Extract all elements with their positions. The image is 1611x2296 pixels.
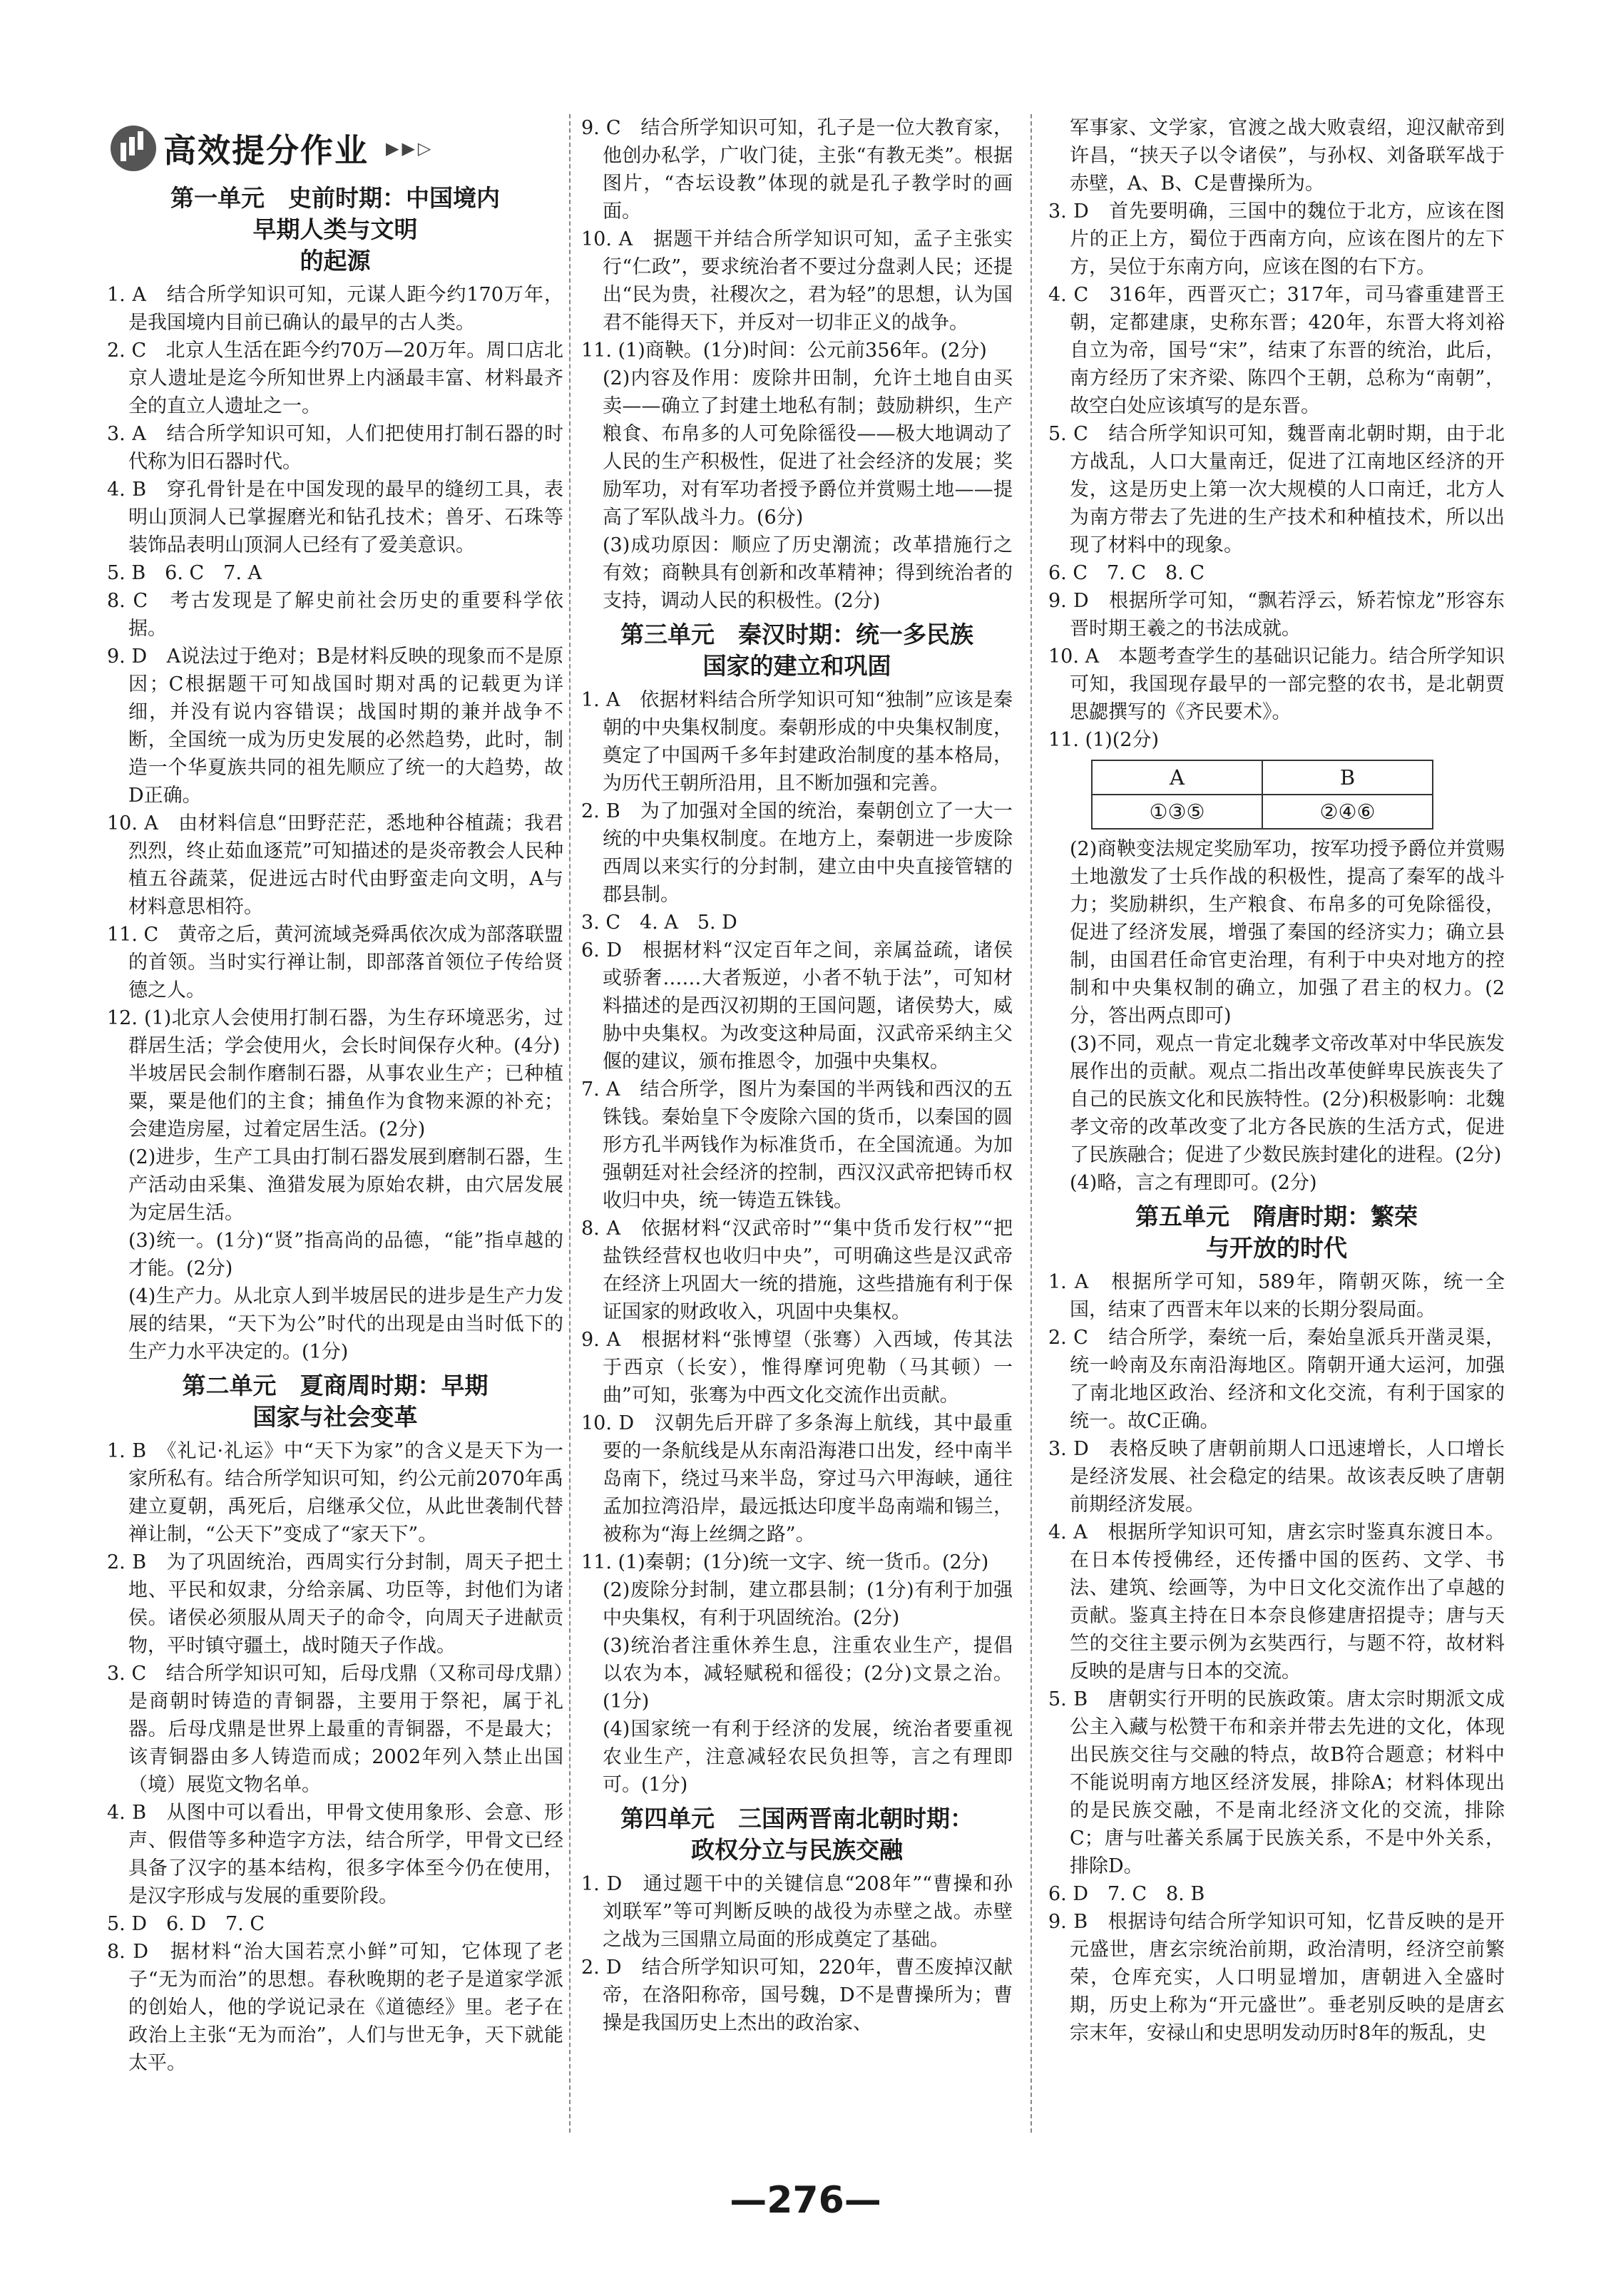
- table-cell-b: ②④⑥: [1262, 795, 1433, 829]
- answer-item: 10. A 本题考查学生的基础识记能力。结合所学知识可知，我国现存最早的一部完整的农书，是北朝贾思勰撰写的《齐民要术》。: [1048, 646, 1505, 723]
- answer-item: 3. D 首先要明确，三国中的魏位于北方，应该在图片的正上方，蜀位于西南方向，应该在图片的左下方，吴位于东南方向，应该在图的右下方。: [1048, 200, 1505, 278]
- arrows-icon: ▶▶▷: [386, 138, 434, 158]
- answer-item: (4)略，言之有理即可。(2分): [1070, 1172, 1317, 1194]
- book-logo-icon: [111, 126, 156, 171]
- answer-list-5: [1048, 1268, 1505, 2047]
- answer-list-3: [581, 686, 1013, 1576]
- answer-item: 5. B 6. C 7. A: [107, 562, 262, 584]
- column-2: [581, 114, 1013, 2037]
- answer-item: 5. B 唐朝实行开明的民族政策。唐太宗时期派文成公主入藏与松赞干布和亲并带去先进的文化，体现出民族交往与交融的特点，故B符合题意；材料中不能说明南方地区经济发展，排除A；材料体现出的是民族交融，不是南北经济文化的交流，排除C；唐与吐蕃关系属于民族关系，不是中外关系，排除D。: [1048, 1688, 1505, 1877]
- answer-item: 5. D 6. D 7. C: [107, 1913, 265, 1935]
- answer-list-4: [581, 1870, 1013, 2037]
- answer-item: 6. C 7. C 8. C: [1048, 562, 1205, 584]
- answer-item: (3)统治者注重休养生息，注重农业生产，提倡以农为本，减轻赋税和徭役；(2分)文景之治。(1分): [603, 1635, 1013, 1713]
- answer-list-1: [107, 281, 563, 1060]
- table-header-a: A: [1092, 760, 1262, 795]
- unit-heading-3: 第三单元 秦汉时期：统一多民族 国家的建立和巩固: [620, 621, 973, 680]
- answer-list-2-cont: [581, 114, 1013, 364]
- answer-item: 3. D 表格反映了唐朝前期人口迅速增长，人口增长是经济发展、社会稳定的结果。故该表反映了唐朝前期经济发展。: [1048, 1438, 1505, 1516]
- table-header-b: B: [1262, 760, 1433, 795]
- answer-item: (2)废除分封制，建立郡县制；(1分)有利于加强中央集权，有利于巩固统治。(2分): [603, 1579, 1013, 1629]
- answer-item: 2. B 为了巩固统治，西周实行分封制，周天子把土地、平民和奴隶，分给亲属、功臣等，封他们为诸侯。诸侯必须服从周天子的命令，向周天子进献贡物，平时镇守疆土，战时随天子作战。: [107, 1551, 563, 1657]
- answer-item: (3)成功原因：顺应了历史潮流；改革措施行之有效；商鞅具有创新和改革精神；得到统治者的支持，调动人民的积极性。(2分): [603, 534, 1013, 612]
- answer-item: 8. C 考古发现是了解史前社会历史的重要科学依据。: [107, 590, 563, 640]
- answer-item: 1. A 依据材料结合所学知识可知“独制”应该是秦朝的中央集权制度。秦朝形成的中央集权制度，奠定了中国两千多年封建政治制度的基本格局，为历代王朝所沿用，且不断加强和完善。: [581, 689, 1013, 795]
- answer-item: 1. D 通过题干中的关键信息“208年”“曹操和孙刘联军”等可判断反映的战役为赤壁之战。赤壁之战为三国鼎立局面的形成奠定了基础。: [581, 1873, 1013, 1951]
- answer-item: 8. A 依据材料“汉武帝时”“集中货币发行权”“把盐铁经营权也收归中央”，可明确这些是汉武帝在经济上巩固大一统的措施，这些措施有利于保证国家的财政收入，巩固中央集权。: [581, 1218, 1013, 1323]
- answer-item: 军事家、文学家，官渡之战大败袁绍，迎汉献帝到许昌，“挟天子以令诸侯”，与孙权、刘备联军战于赤壁，A、B、C是曹操所为。: [1070, 117, 1505, 195]
- answer-item: 11. (1)商鞅。(1分)时间：公元前356年。(2分): [581, 340, 987, 362]
- answer-list-4-cont: [1048, 114, 1505, 754]
- answer-sub-list-3: [581, 1576, 1013, 1799]
- answer-item: (3)不同，观点一肯定北魏孝文帝改革对中华民族发展作出的贡献。观点二指出改革使鲜卑民族丧失了自己的民族文化和民族特性。(2分)积极影响：北魏孝文帝的改革改变了北方各民族的生活方式，促进了民族融合；促进了少数民族封建化的进程。(2分): [1070, 1033, 1505, 1166]
- column-divider: [1030, 114, 1032, 2133]
- answer-item: 5. C 结合所学知识可知，魏晋南北朝时期，由于北方战乱，人口大量南迁，促进了江南地区经济的开发，这是历史上第一次大规模的人口南迁，北方人为南方带去了先进的生产技术和种植技术，所以出现了材料中的现象。: [1048, 423, 1505, 556]
- answer-item: 2. C 结合所学，秦统一后，秦始皇派兵开凿灵渠，统一岭南及东南沿海地区。隋朝开通大运河，加强了南北地区政治、经济和文化交流，有利于国家的统一。故C正确。: [1048, 1327, 1505, 1432]
- answer-item: 10. A 据题干并结合所学知识可知，孟子主张实行“仁政”，要求统治者不要过分盘剥人民；还提出“民为贵，社稷次之，君为轻”的思想，认为国君不能得天下，并反对一切非正义的战争。: [581, 228, 1013, 334]
- answer-item: 3. A 结合所学知识可知，人们把使用打制石器的时代称为旧石器时代。: [107, 423, 563, 473]
- answer-item: (4)生产力。从北京人到半坡居民的进步是生产力发展的结果，“天下为公”时代的出现是由当时低下的生产力水平决定的。(1分): [128, 1285, 563, 1363]
- answer-item: 9. D A说法过于绝对；B是材料反映的现象而不是原因；C根据题干可知战国时期对禹的记载更为详细，并没有说内容错误；战国时期的兼并战争不断，全国统一成为历史发展的必然趋势，此时，制造一个华夏族共同的祖先顺应了统一的大趋势，故D正确。: [107, 646, 563, 807]
- answer-item: 4. B 从图中可以看出，甲骨文使用象形、会意、形声、假借等多种造字方法，结合所学，甲骨文已经具备了汉字的基本结构，很多字体至今仍在使用，是汉字形成与发展的重要阶段。: [107, 1802, 563, 1907]
- answer-sub-list-2: [581, 364, 1013, 615]
- column-3: [1048, 114, 1505, 2047]
- answer-item: 10. D 汉朝先后开辟了多条海上航线，其中最重要的一条航线是从东南沿海港口出发，经中南半岛南下，绕过马来半岛，穿过马六甲海峡，通往孟加拉湾沿岸，最远抵达印度半岛南端和锡兰，被称为“海上丝绸之路”。: [581, 1412, 1013, 1546]
- unit-heading-2: 第二单元 夏商周时期：早期 国家与社会变革: [182, 1372, 489, 1431]
- answer-item: 11. (1)秦朝；(1分)统一文字、统一货币。(2分): [581, 1551, 989, 1573]
- answer-item: 4. B 穿孔骨针是在中国发现的最早的缝纫工具，表明山顶洞人已掌握磨光和钻孔技术；兽牙、石珠等装饰品表明山顶洞人已经有了爱美意识。: [107, 479, 563, 556]
- answer-item: (2)内容及作用：废除井田制，允许土地自由买卖——确立了封建土地私有制；鼓励耕织，生产粮食、布帛多的人可免除徭役——极大地调动了人民的生产积极性，促进了社会经济的发展；奖励军功，对有军功者授予爵位并赏赐土地——提高了军队战斗力。(6分): [603, 367, 1013, 529]
- answer-item: 1. B 《礼记·礼运》中“天下为家”的含义是天下为一家所私有。结合所学知识可知，约公元前2070年禹建立夏朝，禹死后，启继承父位，从此世袭制代替禅让制，“公天下”变成了“家天下”。: [107, 1440, 563, 1546]
- answer-item: 4. C 316年，西晋灭亡；317年，司马睿重建晋王朝，定都建康，史称东晋；420年，东晋大将刘裕自立为帝，国号“宋”，结束了东晋的统治，此后，南方经历了宋齐梁、陈四个王朝，总称为“南朝”，故空白处应该填写的是东晋。: [1048, 284, 1505, 417]
- answer-table: [1091, 760, 1433, 830]
- answer-item: 7. A 结合所学，图片为秦国的半两钱和西汉的五铢钱。秦始皇下令废除六国的货币，以秦国的圆形方孔半两钱作为标准货币，在全国流通。为加强朝廷对社会经济的控制，西汉汉武帝把铸币权收归中央，统一铸造五铢钱。: [581, 1078, 1013, 1212]
- answer-item: 11. (1)(2分): [1048, 729, 1160, 751]
- answer-item: 4. A 根据所学知识可知，唐玄宗时鉴真东渡日本。在日本传授佛经，还传播中国的医药、文学、书法、建筑、绘画等，为中日文化交流作出了卓越的贡献。鉴真主持在日本奈良修建唐招提寺；唐与天竺的交往主要示例为玄奘西行，与题不符，故材料反映的是唐与日本的交流。: [1048, 1521, 1505, 1683]
- unit-heading-4: 第四单元 三国两晋南北朝时期： 政权分立与民族交融: [620, 1805, 973, 1864]
- answer-sub-list-4: [1048, 835, 1505, 1197]
- answer-item: 半坡居民会制作磨制石器，从事农业生产；已种植粟，粟是他们的主食；捕鱼作为食物来源的补充；会建造房屋，过着定居生活。(2分): [128, 1063, 563, 1141]
- unit-heading-5: 第五单元 隋唐时期：繁荣 与开放的时代: [1135, 1203, 1418, 1262]
- answer-item: 2. D 结合所学知识可知，220年，曹丕废掉汉献帝，在洛阳称帝，国号魏，D不是曹操所为；曹操是我国历史上杰出的政治家、: [581, 1956, 1013, 2034]
- answer-item: 2. C 北京人生活在距今约70万—20万年。周口店北京人遗址是迄今所知世界上内涵最丰富、材料最齐全的直立人遗址之一。: [107, 340, 563, 417]
- answer-item: 9. B 根据诗句结合所学知识可知，忆昔反映的是开元盛世，唐玄宗统治前期，政治清明，经济空前繁荣，仓库充实，人口明显增加，唐朝进入全盛时期，历史上称为“开元盛世”。垂老别反映的是唐玄宗末年，安禄山和史思明发动历时8年的叛乱，史: [1048, 1911, 1505, 2044]
- answer-item: 1. A 结合所学知识可知，元谋人距今约170万年，是我国境内目前已确认的最早的古人类。: [107, 284, 563, 334]
- answer-item: 6. D 根据材料“汉定百年之间，亲属益疏，诸侯或骄奢……大者叛逆，小者不轨于法”，可知材料描述的是西汉初期的王国问题，诸侯势大，威胁中央集权。为改变这种局面，汉武帝采纳主父偃的建议，颁布推恩令，加强中央集权。: [581, 939, 1013, 1073]
- answer-item: 10. A 由材料信息“田野茫茫，悉地种谷植蔬；我君烈烈，终止茹血逐荒”可知描述的是炎帝教会人民种植五谷蔬菜，促进远古时代由野蛮走向文明，A与材料意思相符。: [107, 812, 563, 918]
- answer-item: 1. A 根据所学可知，589年，隋朝灭陈，统一全国，结束了西晋末年以来的长期分裂局面。: [1048, 1271, 1505, 1321]
- answer-item: 2. B 为了加强对全国的统治，秦朝创立了一大一统的中央集权制度。在地方上，秦朝进一步废除西周以来实行的分封制，建立由中央直接管辖的郡县制。: [581, 800, 1013, 906]
- answer-item: (4)国家统一有利于经济的发展，统治者要重视农业生产，注意减轻农民负担等，言之有理即可。(1分): [603, 1718, 1013, 1796]
- answer-item: 9. A 根据材料“张博望（张骞）入西域，传其法于西京（长安），惟得摩诃兜勒（马其顿）一曲”可知，张骞为中西文化交流作出贡献。: [581, 1329, 1013, 1407]
- answer-item: 3. C 4. A 5. D: [581, 912, 737, 934]
- table-cell-a: ①③⑤: [1092, 795, 1262, 829]
- column-1: [107, 178, 563, 2077]
- section-header: [111, 120, 434, 177]
- answer-item: (2)商鞅变法规定奖励军功，按军功授予爵位并赏赐土地激发了士兵作战的积极性，提高了秦军的战斗力；奖励耕织，生产粮食、布帛多的可免除徭役，促进了经济发展，增强了秦国的经济实力；确立县制，由国君任命官吏治理，有利于中央对地方的控制和中央集权制的确立，加强了君主的权力。(2分，答出两点即可): [1070, 838, 1505, 1027]
- answer-item: (2)进步，生产工具由打制石器发展到磨制石器，生产活动由采集、渔猎发展为原始农耕，由穴居发展为定居生活。: [128, 1146, 563, 1224]
- answer-list-2: [107, 1437, 563, 2077]
- answer-item: 8. D 据材料“治大国若烹小鲜”可知，它体现了老子“无为而治”的思想。春秋晚期的老子是道家学派的创始人，他的学说记录在《道德经》里。老子在政治上主张“无为而治”，人们与世无争，天下就能太平。: [107, 1941, 563, 2074]
- column-divider: [569, 114, 571, 2133]
- answer-sub-list-1: [107, 1060, 563, 1366]
- answer-item: 9. C 结合所学知识可知，孔子是一位大教育家，他创办私学，广收门徒，主张“有教无类”。根据图片，“杏坛设教”体现的就是孔子教学时的画面。: [581, 117, 1013, 223]
- answer-item: 12. (1)北京人会使用打制石器，为生存环境恶劣，过群居生活；学会使用火，会长时间保存火种。(4分): [107, 1007, 563, 1057]
- header-title: 高效提分作业: [163, 131, 369, 170]
- answer-item: 3. C 结合所学知识可知，后母戊鼎（又称司母戊鼎）是商朝时铸造的青铜器，主要用于祭祀，属于礼器。后母戊鼎是世界上最重的青铜器，不是最大；该青铜器由多人铸造而成；2002年列入禁止出国（境）展览文物名单。: [107, 1663, 563, 1796]
- unit-heading-1: 第一单元 史前时期：中国境内 早期人类与文明 的起源: [170, 184, 500, 275]
- answer-item: (3)统一。(1分)“贤”指高尚的品德，“能”指卓越的才能。(2分): [128, 1230, 563, 1280]
- answer-item: 6. D 7. C 8. B: [1048, 1883, 1205, 1905]
- answer-item: 9. D 根据所学可知，“飘若浮云，矫若惊龙”形容东晋时期王羲之的书法成就。: [1048, 590, 1505, 640]
- page-number: —276—: [730, 2179, 881, 2222]
- answer-item: 11. C 黄帝之后，黄河流域尧舜禹依次成为部落联盟的首领。当时实行禅让制，即部落首领位子传给贤德之人。: [107, 924, 563, 1001]
